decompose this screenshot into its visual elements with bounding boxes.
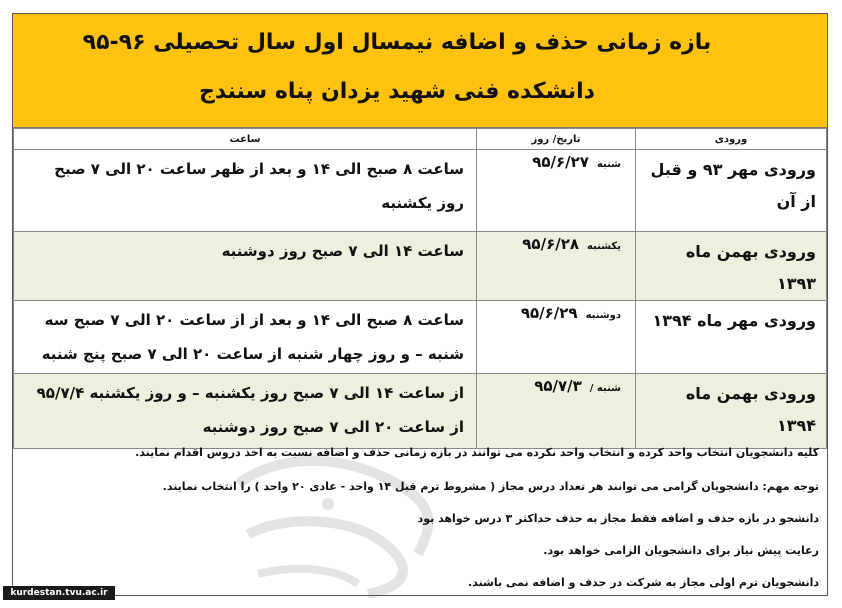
- time-cell: ساعت ۸ صبح الی ۱۴ و بعد از از ساعت ۲۰ الی ۷ صبح سه شنبه – و روز چهار شنبه از ساعت ۲۰ الی ۷ صبح پنج شنبه: [41, 311, 464, 363]
- date-cell: [477, 301, 635, 324]
- table-header-row: [14, 129, 827, 150]
- date-cell: [477, 150, 635, 173]
- date-value: ۹۵/۷/۳: [534, 377, 582, 395]
- day-label: دوشنبه: [585, 310, 621, 321]
- table-row: [14, 150, 827, 232]
- time-cell: ساعت ۱۴ الی ۷ صبح روز دوشنبه: [221, 242, 464, 260]
- notes-section: [13, 440, 827, 596]
- date-value: ۹۵/۶/۲۹: [520, 304, 578, 322]
- day-label: شنبه /: [589, 383, 621, 394]
- announcement-header: [13, 14, 827, 128]
- entry-cell: ورودی بهمن ماه ۱۳۹۴: [685, 384, 816, 435]
- table-row: [14, 232, 827, 301]
- table-row: [14, 301, 827, 374]
- date-cell: [477, 374, 635, 397]
- entry-cell: ورودی مهر ۹۳ و قبل از آن: [650, 160, 816, 211]
- time-cell: ساعت ۸ صبح الی ۱۴ و بعد از ظهر ساعت ۲۰ الی ۷ صبح روز یکشنبه: [54, 160, 464, 212]
- column-header-entry: ورودی: [636, 129, 827, 150]
- faculty-title: دانشکده فنی شهید یزدان پناه سنندج: [199, 79, 595, 104]
- note-item: کلیه دانشجویان انتخاب واحد کرده و انتخاب واحد نکرده می توانند در بازه زمانی حذف و اضافه نسبت به اخذ دروس اقدام نمایند.: [135, 446, 819, 459]
- note-item: رعایت پیش نیاز برای دانشجویان الزامی خواهد بود.: [543, 544, 819, 557]
- entry-cell: ورودی مهر ماه ۱۳۹۴: [652, 311, 816, 330]
- note-item: توجه مهم: دانشجویان گرامی می توانند هر تعداد درس مجاز ( مشروط ترم قبل ۱۴ واحد - عادی ۲۰ واحد ) را انتخاب نمایند.: [162, 480, 819, 493]
- schedule-table: [13, 128, 827, 449]
- entry-cell: ورودی بهمن ماه ۱۳۹۳: [685, 242, 816, 293]
- table-row: [14, 374, 827, 449]
- announcement-frame: [12, 13, 828, 596]
- time-cell: از ساعت ۱۴ الی ۷ صبح روز یکشنبه – و روز یکشنبه ۹۵/۷/۴ از ساعت ۲۰ الی ۷ صبح روز دوشنبه: [36, 384, 464, 436]
- note-item: دانشجویان ترم اولی مجاز به شرکت در حذف و اضافه نمی باشند.: [468, 576, 819, 589]
- day-label: شنبه: [596, 159, 621, 170]
- page-title: بازه زمانی حذف و اضافه نیمسال اول سال تحصیلی ۹۶-۹۵: [82, 30, 712, 55]
- site-url-link[interactable]: kurdestan.tvu.ac.ir: [3, 586, 115, 600]
- note-item: دانشجو در بازه حذف و اضافه فقط مجاز به حذف حداکثر ۳ درس خواهد بود: [417, 512, 819, 525]
- date-value: ۹۵/۶/۲۸: [522, 235, 580, 253]
- day-label: یکشنبه: [587, 241, 621, 252]
- column-header-time: ساعت: [14, 129, 477, 150]
- date-value: ۹۵/۶/۲۷: [532, 153, 589, 171]
- column-header-date: تاریخ/ روز: [477, 129, 636, 150]
- date-cell: [477, 232, 635, 255]
